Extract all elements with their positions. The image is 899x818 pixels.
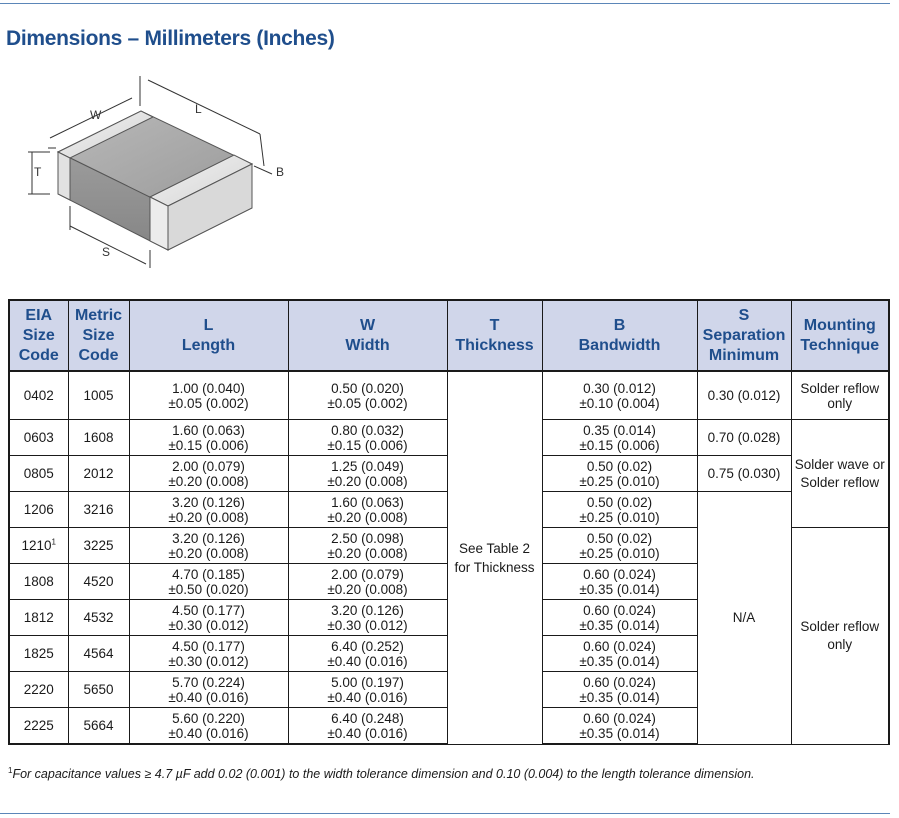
length-cell: 2.00 (0.079) ±0.20 (0.008) [129, 456, 288, 492]
page-heading: Dimensions – Millimeters (Inches) [6, 27, 335, 50]
header-mounting-technique: Mounting Technique [791, 300, 889, 371]
width-cell: 3.20 (0.126) ±0.30 (0.012) [288, 600, 447, 636]
header-width: W Width [288, 300, 447, 371]
separation-cell: 0.75 (0.030) [697, 456, 791, 492]
metric-cell: 4564 [68, 636, 129, 672]
header-thickness: T Thickness [447, 300, 542, 371]
width-cell: 1.25 (0.049) ±0.20 (0.008) [288, 456, 447, 492]
metric-cell: 1608 [68, 420, 129, 456]
length-cell: 3.20 (0.126) ±0.20 (0.008) [129, 492, 288, 528]
separation-cell: 0.30 (0.012) [697, 371, 791, 420]
length-cell: 4.50 (0.177) ±0.30 (0.012) [129, 600, 288, 636]
bandwidth-cell: 0.35 (0.014) ±0.15 (0.006) [542, 420, 697, 456]
width-cell: 1.60 (0.063) ±0.20 (0.008) [288, 492, 447, 528]
eia-cell: 0603 [9, 420, 68, 456]
footnote [8, 766, 755, 781]
bottom-rule [0, 813, 890, 814]
bandwidth-cell: 0.60 (0.024) ±0.35 (0.014) [542, 708, 697, 745]
separation-na-cell: N/A [697, 492, 791, 745]
width-cell: 6.40 (0.252) ±0.40 (0.016) [288, 636, 447, 672]
eia-cell: 2225 [9, 708, 68, 745]
mounting-cell: Solder reflow only [791, 528, 889, 745]
eia-cell: 1812 [9, 600, 68, 636]
metric-cell: 3216 [68, 492, 129, 528]
header-eia-size-code: EIA Size Code [9, 300, 68, 371]
metric-cell: 4520 [68, 564, 129, 600]
metric-cell: 3225 [68, 528, 129, 564]
bandwidth-cell: 0.60 (0.024) ±0.35 (0.014) [542, 636, 697, 672]
l-label: L [195, 102, 202, 116]
bandwidth-cell: 0.50 (0.02) ±0.25 (0.010) [542, 456, 697, 492]
eia-cell: 2220 [9, 672, 68, 708]
thickness-note-cell: See Table 2 for Thickness [447, 371, 542, 744]
s-label: S [102, 245, 111, 259]
mounting-cell: Solder wave or Solder reflow [791, 420, 889, 528]
header-separation-minimum: S Separation Minimum [697, 300, 791, 371]
eia-cell: 1825 [9, 636, 68, 672]
t-label: T [34, 165, 42, 179]
bandwidth-cell: 0.60 (0.024) ±0.35 (0.014) [542, 600, 697, 636]
header-length: L Length [129, 300, 288, 371]
bandwidth-cell: 0.50 (0.02) ±0.25 (0.010) [542, 528, 697, 564]
capacitor-dimension-drawing [20, 66, 320, 291]
metric-cell: 5650 [68, 672, 129, 708]
width-cell: 0.50 (0.020) ±0.05 (0.002) [288, 371, 447, 420]
eia-cell: 0402 [9, 371, 68, 420]
width-cell: 5.00 (0.197) ±0.40 (0.016) [288, 672, 447, 708]
header-bandwidth: B Bandwidth [542, 300, 697, 371]
eia-cell: 1808 [9, 564, 68, 600]
table-row [9, 371, 889, 420]
table-header-row [9, 300, 889, 371]
metric-cell: 2012 [68, 456, 129, 492]
bandwidth-cell: 0.30 (0.012) ±0.10 (0.004) [542, 371, 697, 420]
bandwidth-cell: 0.50 (0.02) ±0.25 (0.010) [542, 492, 697, 528]
top-rule [0, 3, 890, 4]
metric-cell: 1005 [68, 371, 129, 420]
footnote-number: 1 [8, 766, 13, 775]
length-cell: 1.60 (0.063) ±0.15 (0.006) [129, 420, 288, 456]
length-cell: 5.70 (0.224) ±0.40 (0.016) [129, 672, 288, 708]
bandwidth-cell: 0.60 (0.024) ±0.35 (0.014) [542, 672, 697, 708]
length-cell: 4.50 (0.177) ±0.30 (0.012) [129, 636, 288, 672]
w-label: W [90, 108, 102, 122]
header-metric-size-code: Metric Size Code [68, 300, 129, 371]
metric-cell: 4532 [68, 600, 129, 636]
eia-cell: 1206 [9, 492, 68, 528]
eia-cell: 1210$^1$ [9, 528, 68, 564]
length-cell: 5.60 (0.220) ±0.40 (0.016) [129, 708, 288, 745]
dimensions-table [8, 299, 890, 745]
metric-cell: 5664 [68, 708, 129, 745]
eia-cell: 0805 [9, 456, 68, 492]
width-cell: 2.50 (0.098) ±0.20 (0.008) [288, 528, 447, 564]
width-cell: 2.00 (0.079) ±0.20 (0.008) [288, 564, 447, 600]
footnote-marker: 1 [51, 537, 56, 547]
mounting-cell: Solder reflow only [791, 371, 889, 420]
length-cell: 1.00 (0.040) ±0.05 (0.002) [129, 371, 288, 420]
width-cell: 0.80 (0.032) ±0.15 (0.006) [288, 420, 447, 456]
bandwidth-cell: 0.60 (0.024) ±0.35 (0.014) [542, 564, 697, 600]
footnote-text: For capacitance values ≥ 4.7 µF add 0.02 (0.001) to the width tolerance dimension and 0.10 (0.004) to the length tolerance dimension. [12, 767, 755, 782]
separation-cell: 0.70 (0.028) [697, 420, 791, 456]
width-cell: 6.40 (0.248) ±0.40 (0.016) [288, 708, 447, 745]
b-label: B [276, 165, 285, 179]
length-cell: 3.20 (0.126) ±0.20 (0.008) [129, 528, 288, 564]
length-cell: 4.70 (0.185) ±0.50 (0.020) [129, 564, 288, 600]
